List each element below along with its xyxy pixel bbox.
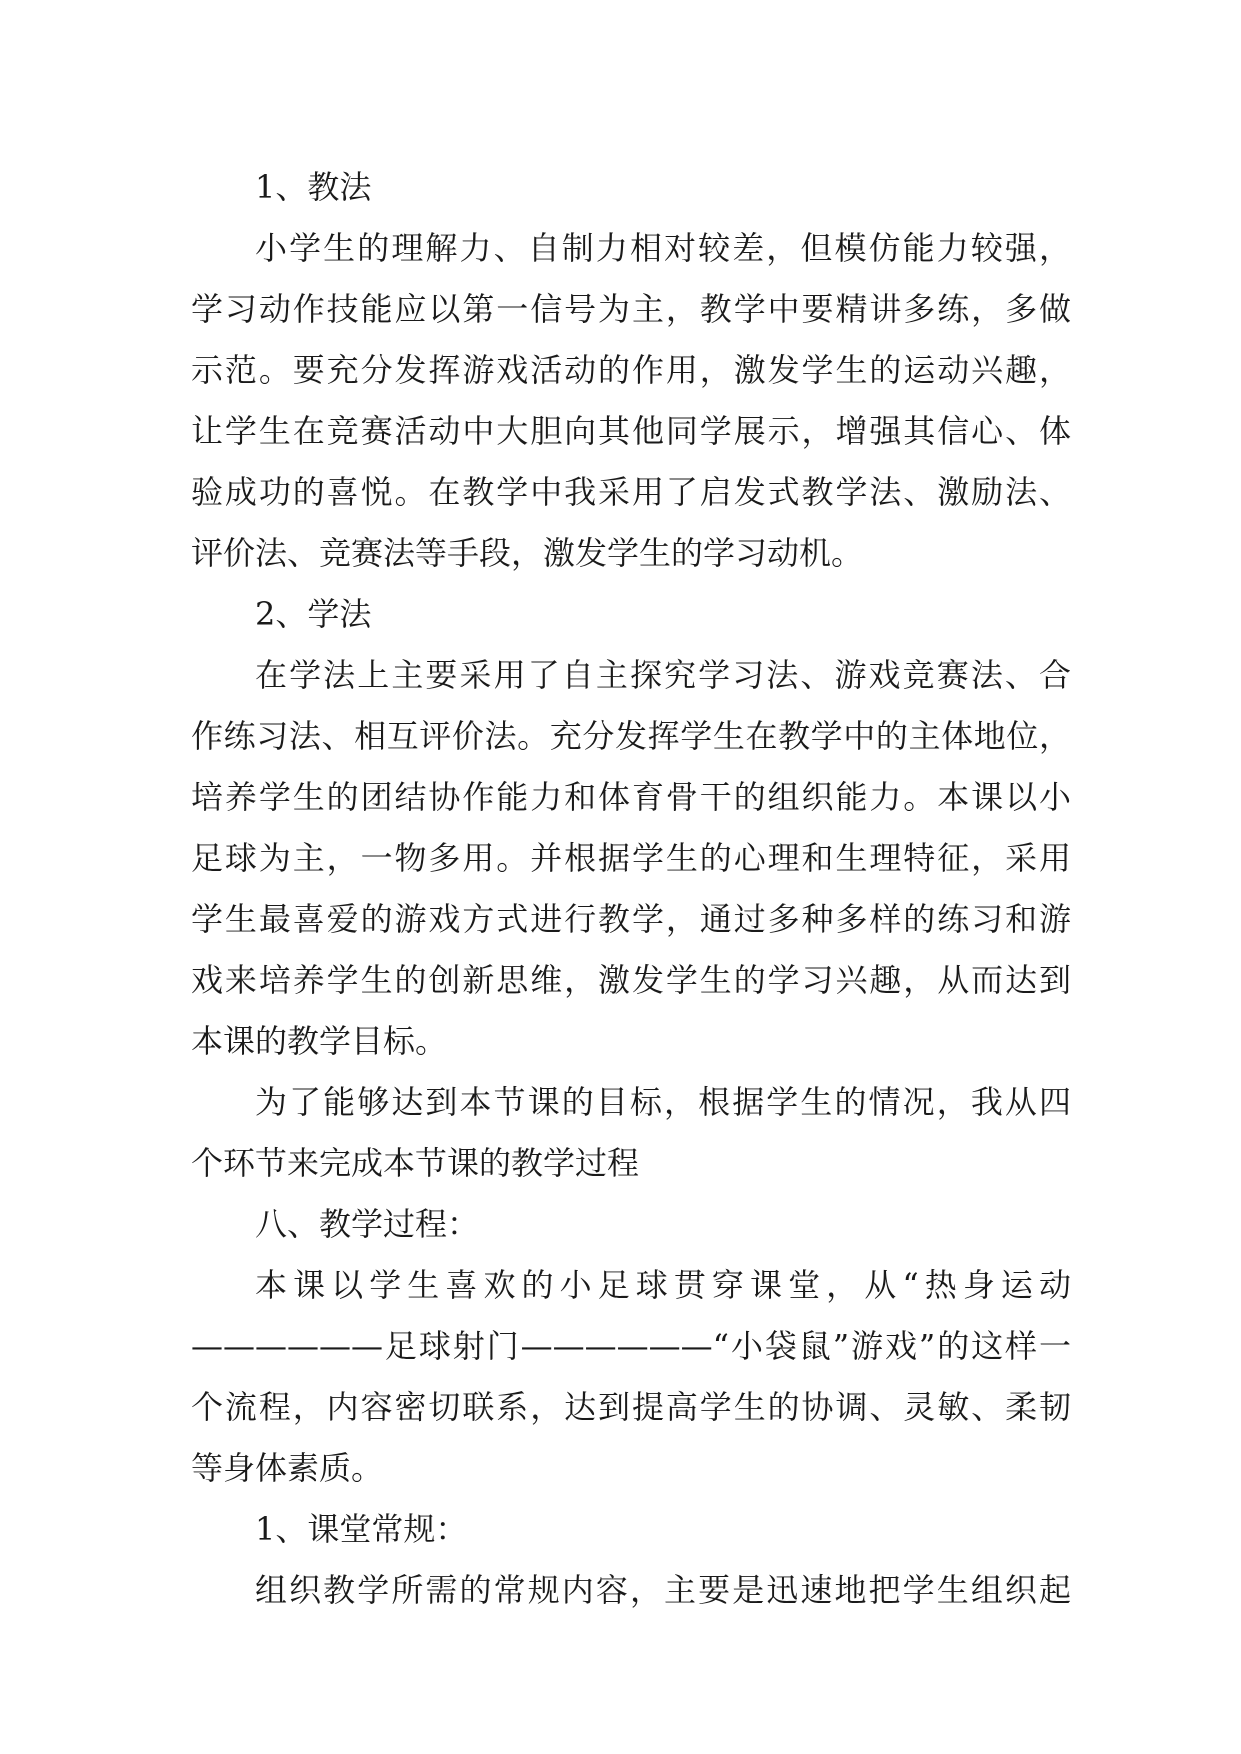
text-line: ——————足球射门——————“小袋鼠”游戏”的这样一 [191,1327,1071,1365]
text-line: 组织教学所需的常规内容，主要是迅速地把学生组织起 [255,1571,1071,1609]
text-line: 为了能够达到本节课的目标，根据学生的情况，我从四 [255,1083,1071,1121]
text-line: 2、学法 [255,595,372,633]
text-line: 让学生在竞赛活动中大胆向其他同学展示，增强其信心、体 [191,412,1071,450]
text-line: 培养学生的团结协作能力和体育骨干的组织能力。本课以小 [191,778,1071,816]
text-line: 等身体素质。 [191,1449,384,1487]
text-line: 本课的教学目标。 [191,1022,448,1060]
text-line: 在学法上主要采用了自主探究学习法、游戏竞赛法、合 [255,656,1071,694]
text-line: 个流程，内容密切联系，达到提高学生的协调、灵敏、柔韧 [191,1388,1071,1426]
text-line: 本课以学生喜欢的小足球贯穿课堂，从“热身运动 [255,1266,1071,1304]
text-line: 戏来培养学生的创新思维，激发学生的学习兴趣，从而达到 [191,961,1071,999]
text-line: 八、教学过程： [255,1205,480,1243]
text-line: 1、课堂常规： [255,1510,468,1548]
text-line: 个环节来完成本节课的教学过程 [191,1144,640,1182]
text-line: 小学生的理解力、自制力相对较差，但模仿能力较强， [255,229,1071,267]
text-line: 评价法、竞赛法等手段，激发学生的学习动机。 [191,534,864,572]
text-line: 示范。要充分发挥游戏活动的作用，激发学生的运动兴趣， [191,351,1071,389]
document-body [191,157,1071,1621]
text-line: 学习动作技能应以第一信号为主，教学中要精讲多练，多做 [191,290,1071,328]
text-line: 作练习法、相互评价法。充分发挥学生在教学中的主体地位， [191,717,1071,755]
text-line: 学生最喜爱的游戏方式进行教学，通过多种多样的练习和游 [191,900,1071,938]
text-line: 足球为主，一物多用。并根据学生的心理和生理特征，采用 [191,839,1071,877]
text-line: 验成功的喜悦。在教学中我采用了启发式教学法、激励法、 [191,473,1071,511]
text-line: 1、教法 [255,168,372,206]
